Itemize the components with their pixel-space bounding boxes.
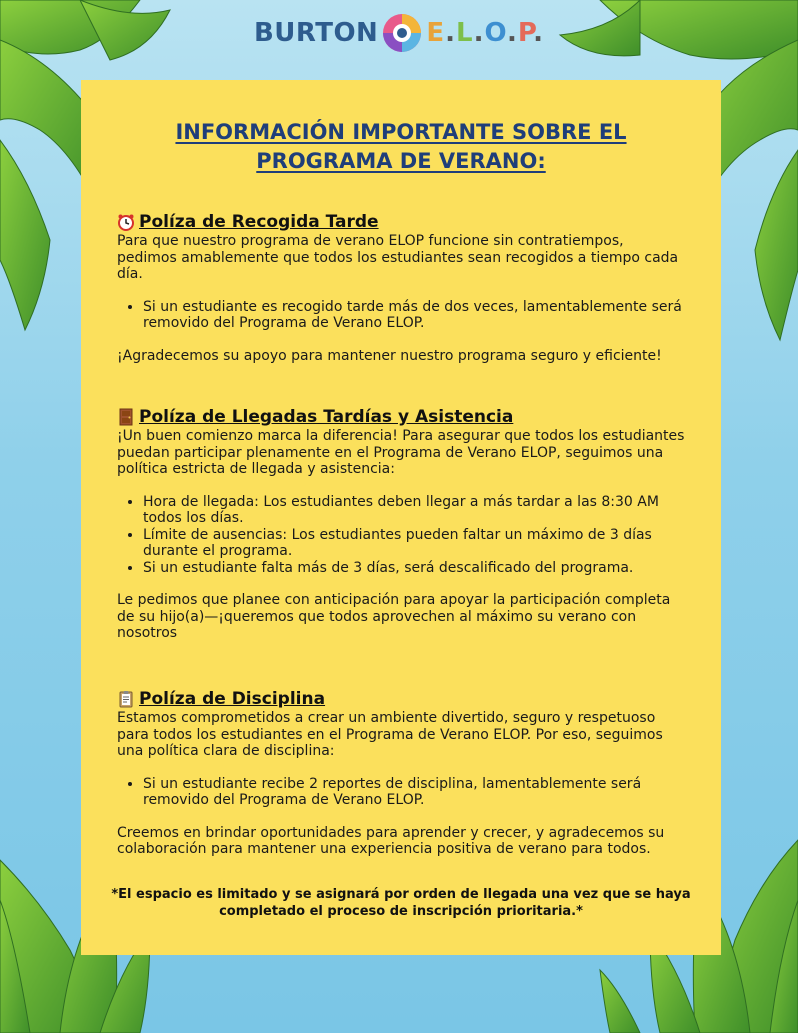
section-intro: Para que nuestro programa de verano ELOP funcione sin contratiempos, pedimos amablemente que todos los estudiantes sean recogidos a tiempo cada día. [117, 233, 679, 282]
section-heading-text: Políza de Disciplina [139, 689, 326, 709]
section-late-pickup [117, 211, 687, 364]
section-closing: Creemos en brindar oportunidades para aprender y crecer, y agradecemos su colaboración para mantener una experiencia positiva de verano para todos. [117, 824, 665, 857]
section-closing: ¡Agradecemos su apoyo para mantener nuestro programa seguro y eficiente! [117, 347, 662, 364]
list-item: • Si un estudiante falta más de 3 días, será descalificado del programa. [143, 560, 687, 577]
list-item: • Si un estudiante es recogido tarde más de dos veces, lamentablemente será removido del Programa de Verano ELOP. [143, 299, 687, 332]
clipboard-icon [117, 690, 135, 708]
bullet-list [117, 299, 687, 332]
footer-note: *El espacio es limitado y se asignará por orden de llegada una vez que se haya completado el proceso de inscripción prioritaria.* [111, 887, 691, 919]
section-heading [117, 211, 687, 233]
gear-logo-icon [382, 13, 422, 53]
section-late-arrival-attendance [117, 406, 687, 642]
elop-dot: . [473, 18, 485, 48]
elop-letter: O [484, 18, 507, 48]
brand-name: BURTON [253, 18, 379, 48]
section-heading-text: Políza de Recogida Tarde [139, 212, 379, 232]
section-heading-text: Políza de Llegadas Tardías y Asistencia [139, 407, 514, 427]
brand-header [0, 10, 798, 56]
list-item: • Límite de ausencias: Los estudiantes pueden faltar un máximo de 3 días durante el programa. [143, 527, 687, 560]
section-heading [117, 406, 687, 428]
bullet-list [117, 776, 687, 809]
door-icon [117, 408, 135, 426]
elop-dot: . [445, 18, 456, 48]
elop-dot: . [506, 18, 518, 48]
section-intro: Estamos comprometidos a crear un ambiente divertido, seguro y respetuoso para todos los estudiantes en el Programa de Verano ELOP. Por eso, seguimos una política clara de disciplina: [117, 710, 663, 759]
section-closing: Le pedimos que planee con anticipación para apoyar la participación completa de su hijo(a)—¡queremos que todos aprovechen al máximo su verano con nosotros [117, 592, 671, 641]
list-item: • Hora de llegada: Los estudiantes deben llegar a más tardar a las 8:30 AM todos los días. [143, 494, 687, 527]
title-line-2: PROGRAMA DE VERANO: [256, 149, 546, 173]
section-heading [117, 688, 687, 710]
info-card [81, 80, 721, 955]
alarm-clock-icon [117, 213, 135, 231]
program-name [426, 18, 544, 48]
section-discipline [117, 688, 687, 858]
title-line-1: INFORMACIÓN IMPORTANTE SOBRE EL [175, 120, 627, 144]
elop-letter: L [455, 18, 474, 48]
elop-dot: . [533, 18, 545, 48]
elop-letter: P [517, 18, 534, 48]
section-intro: ¡Un buen comienzo marca la diferencia! Para asegurar que todos los estudiantes puedan participar plenamente en el Programa de Verano ELOP, seguimos una política estricta de llegada y asistencia: [117, 428, 685, 477]
bullet-list [117, 494, 687, 577]
list-item: • Si un estudiante recibe 2 reportes de disciplina, lamentablemente será removido del Programa de Verano ELOP. [143, 776, 687, 809]
page-title [121, 118, 681, 176]
elop-letter: E [426, 18, 446, 48]
